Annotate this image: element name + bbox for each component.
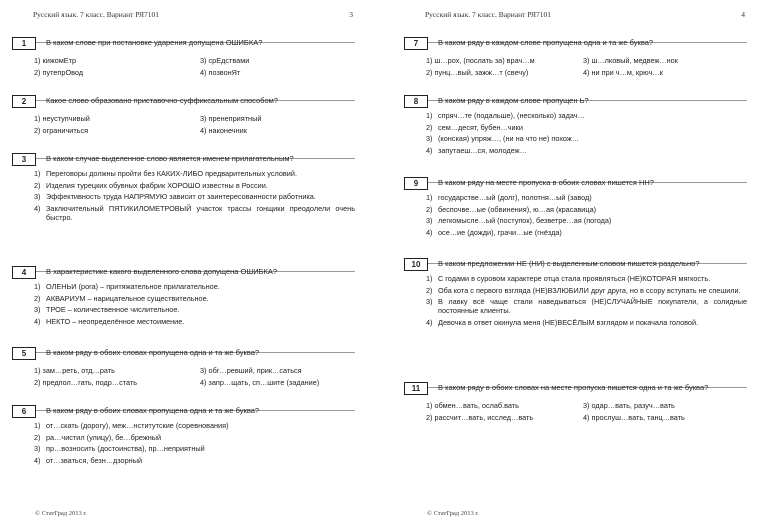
answer-option[interactable] [34, 318, 355, 327]
question-number: 6 [12, 405, 36, 418]
answer-option[interactable]: 3) ш…лковый, медвеж…нок [583, 56, 678, 65]
answer-option[interactable] [34, 205, 355, 222]
answer-option[interactable] [34, 306, 355, 315]
answer-option[interactable] [426, 319, 747, 328]
option-text: пр…возносить (достоинства), пр…неприятный [46, 444, 205, 454]
answer-option[interactable]: 1) неуступчивый [34, 114, 90, 123]
answer-option[interactable] [426, 298, 747, 315]
option-text: Изделия турецких обувных фабрик ХОРОШО известны в России. [46, 180, 268, 190]
page-footer: © СтатГрад 2013 г. [35, 510, 87, 517]
question-text: В каком слове при постановке ударения допущена ОШИБКА? [46, 38, 263, 47]
option-number: 3) [34, 305, 41, 315]
option-text: Заключительный ПЯТИКИЛОМЕТРОВЫЙ участок трассы гонщики преодолели очень быстро. [46, 204, 355, 222]
option-number: 4) [34, 456, 41, 466]
question-text: В каком ряду в каждом слове пропущен Ь? [438, 96, 589, 105]
answer-option[interactable]: 1) обмен…вать, ослаб.вать [426, 401, 519, 410]
option-number: 4) [426, 228, 433, 238]
page-right [404, 0, 759, 527]
answer-option[interactable] [426, 124, 747, 133]
option-number: 1) [426, 111, 433, 120]
option-number: 2) [34, 293, 41, 303]
option-text: НЕКТО – неопределённое местоимение. [46, 317, 185, 327]
option-number: 3) [34, 444, 41, 454]
answer-option[interactable]: 4) прослуш…вать, танц…вать [583, 413, 685, 422]
answer-option[interactable] [34, 445, 355, 454]
option-text: С годами в суровом характере отца стала проявляться (НЕ)КОТОРАЯ мягкость. [438, 274, 711, 283]
answer-option[interactable] [34, 170, 355, 179]
option-text: легкомысле…ый (поступок), безветре…ая (погода) [438, 216, 612, 226]
answer-option[interactable]: 1) кижомЕтр [34, 56, 77, 65]
answer-option[interactable]: 3) обг…ревший, прик…саться [200, 366, 302, 375]
answer-option[interactable] [34, 193, 355, 202]
question-number: 7 [404, 37, 428, 50]
answer-option[interactable]: 4) наконечник [200, 126, 247, 135]
answer-option[interactable] [426, 147, 747, 156]
answer-option[interactable] [426, 135, 747, 144]
option-number: 2) [426, 204, 433, 214]
answer-option[interactable] [34, 283, 355, 292]
option-number: 4) [34, 204, 41, 214]
page-left [12, 0, 367, 527]
answer-option[interactable] [426, 194, 747, 203]
answer-option[interactable] [426, 112, 747, 121]
option-number: 4) [426, 146, 433, 156]
answer-option[interactable] [426, 229, 747, 238]
option-number: 1) [426, 193, 433, 202]
option-number: 2) [34, 180, 41, 190]
option-text: В лавку всё чаще стали наведываться (НЕ)СЛУЧАЙНЫЕ покупатели, а солидные постоянные клиенты. [438, 297, 747, 316]
option-text: Девочка в ответ окинула меня (НЕ)ВЕСЁЛЫМ взглядом и покачала головой. [438, 317, 699, 327]
answer-option[interactable]: 4) позвонЯт [200, 68, 241, 77]
answer-option[interactable]: 2) пунц…вый, зажж…т (свечу) [426, 68, 529, 77]
option-text: Оба кота с первого взгляда (НЕ)ВЗЛЮБИЛИ друг друга, но в ссору вступать не спешили. [438, 285, 741, 295]
answer-option[interactable] [34, 457, 355, 466]
answer-option[interactable] [426, 217, 747, 226]
answer-option[interactable] [426, 206, 747, 215]
question-text: В характеристике какого выделенного слова допущена ОШИБКА? [46, 267, 278, 276]
question-number: 2 [12, 95, 36, 108]
answer-option[interactable] [426, 275, 747, 284]
option-number: 3) [34, 192, 41, 202]
option-number: 1) [34, 421, 41, 430]
answer-option[interactable]: 3) срЕдствами [200, 56, 250, 65]
answer-option[interactable]: 2) путепрОвод [34, 68, 84, 77]
question-text: В каком ряду в обоих словах на месте пропуска пишется одна и та же буква? [438, 383, 709, 392]
answer-option[interactable]: 3) пренеприятный [200, 114, 262, 123]
answer-option[interactable]: 1) зам…реть, отд…рать [34, 366, 115, 375]
answer-option[interactable] [34, 434, 355, 443]
option-text: АКВАРИУМ – нарицательное существительное. [46, 293, 209, 303]
option-number: 1) [426, 274, 433, 283]
option-text: государстве…ый (долг), полотня…ый (завод) [438, 193, 592, 202]
answer-option[interactable] [34, 295, 355, 304]
option-text: от…скать (дорогу), меж…нститутские (соревнования) [46, 421, 229, 430]
question-number: 5 [12, 347, 36, 360]
option-number: 4) [34, 317, 41, 327]
question-number: 8 [404, 95, 428, 108]
option-number: 3) [426, 297, 433, 307]
page-number: 3 [349, 10, 353, 19]
answer-option[interactable]: 2) рассчит…вать, исслед…вать [426, 413, 534, 422]
option-text: запутаеш…ся, молодеж… [438, 146, 527, 156]
question-text: В каком ряду в обоих словах пропущена одна и та же буква? [46, 348, 260, 357]
question-text: В каком случае выделенное слово является именем прилагательным? [46, 154, 294, 163]
option-text: ра…чистил (улицу), бе…брежный [46, 432, 162, 442]
question-number: 1 [12, 37, 36, 50]
option-number: 2) [426, 122, 433, 132]
answer-option[interactable]: 3) одар…вать, разуч…вать [583, 401, 675, 410]
option-number: 2) [34, 432, 41, 442]
option-text: Переговоры должны пройти без КАКИХ-ЛИБО предварительных условий. [46, 169, 297, 178]
option-number: 3) [426, 134, 433, 144]
header-title: Русский язык. 7 класс. Вариант РЯ7101 [425, 10, 552, 19]
question-text: Какое слово образовано приставочно-суффиксальным способом? [46, 96, 278, 105]
option-number: 1) [34, 169, 41, 178]
header-title: Русский язык. 7 класс. Вариант РЯ7101 [33, 10, 160, 19]
page-footer: © СтатГрад 2013 г. [427, 510, 479, 517]
answer-option[interactable]: 2) ограничиться [34, 126, 89, 135]
option-number: 2) [426, 285, 433, 295]
option-number: 4) [426, 317, 433, 327]
question-number: 4 [12, 266, 36, 279]
question-number: 11 [404, 382, 428, 395]
answer-option[interactable]: 2) предпол…гать, подр…стать [34, 378, 138, 387]
option-text: Эффективность труда НАПРЯМУЮ зависит от заинтересованности работника. [46, 192, 316, 202]
answer-option[interactable]: 4) запр…щать, сп…шите (задание) [200, 378, 320, 387]
option-text: беспочве…ые (обвинения), ю…ая (красавица) [438, 204, 597, 214]
answer-option[interactable]: 4) ни при ч…м, крюч…к [583, 68, 663, 77]
question-text: В каком ряду в обоих словах пропущена одна и та же буква? [46, 406, 260, 415]
option-text: ОЛЕНЬИ (рога) – притяжательное прилагательное. [46, 282, 220, 291]
question-text: В каком ряду в каждом слове пропущена одна и та же буква? [438, 38, 654, 47]
option-number: 3) [426, 216, 433, 226]
question-number: 3 [12, 153, 36, 166]
option-text: сем…десят, бубен…чики [438, 122, 523, 132]
page-number: 4 [741, 10, 745, 19]
answer-option[interactable] [34, 422, 355, 431]
option-number: 1) [34, 282, 41, 291]
option-text: ТРОЕ – количественное числительное. [46, 305, 180, 315]
answer-option[interactable]: 1) ш…рох, (послать за) врач…м [426, 56, 535, 65]
answer-option[interactable] [426, 287, 747, 296]
option-text: осе…ие (дожди), грачи…ые (гнёзда) [438, 228, 562, 238]
question-number: 9 [404, 177, 428, 190]
answer-option[interactable] [34, 182, 355, 191]
question-text: В каком ряду на месте пропуска в обоих словах пишется НН? [438, 178, 654, 187]
question-number: 10 [404, 258, 428, 271]
option-text: (конская) упряж…, (ни на что не) похож… [438, 134, 580, 144]
option-text: от…зваться, безн…дзорный [46, 456, 143, 466]
option-text: спряч…те (подальше), (несколько) задач… [438, 111, 585, 120]
question-text: В каком предложении НЕ (НИ) с выделенным словом пишется раздельно? [438, 259, 700, 268]
